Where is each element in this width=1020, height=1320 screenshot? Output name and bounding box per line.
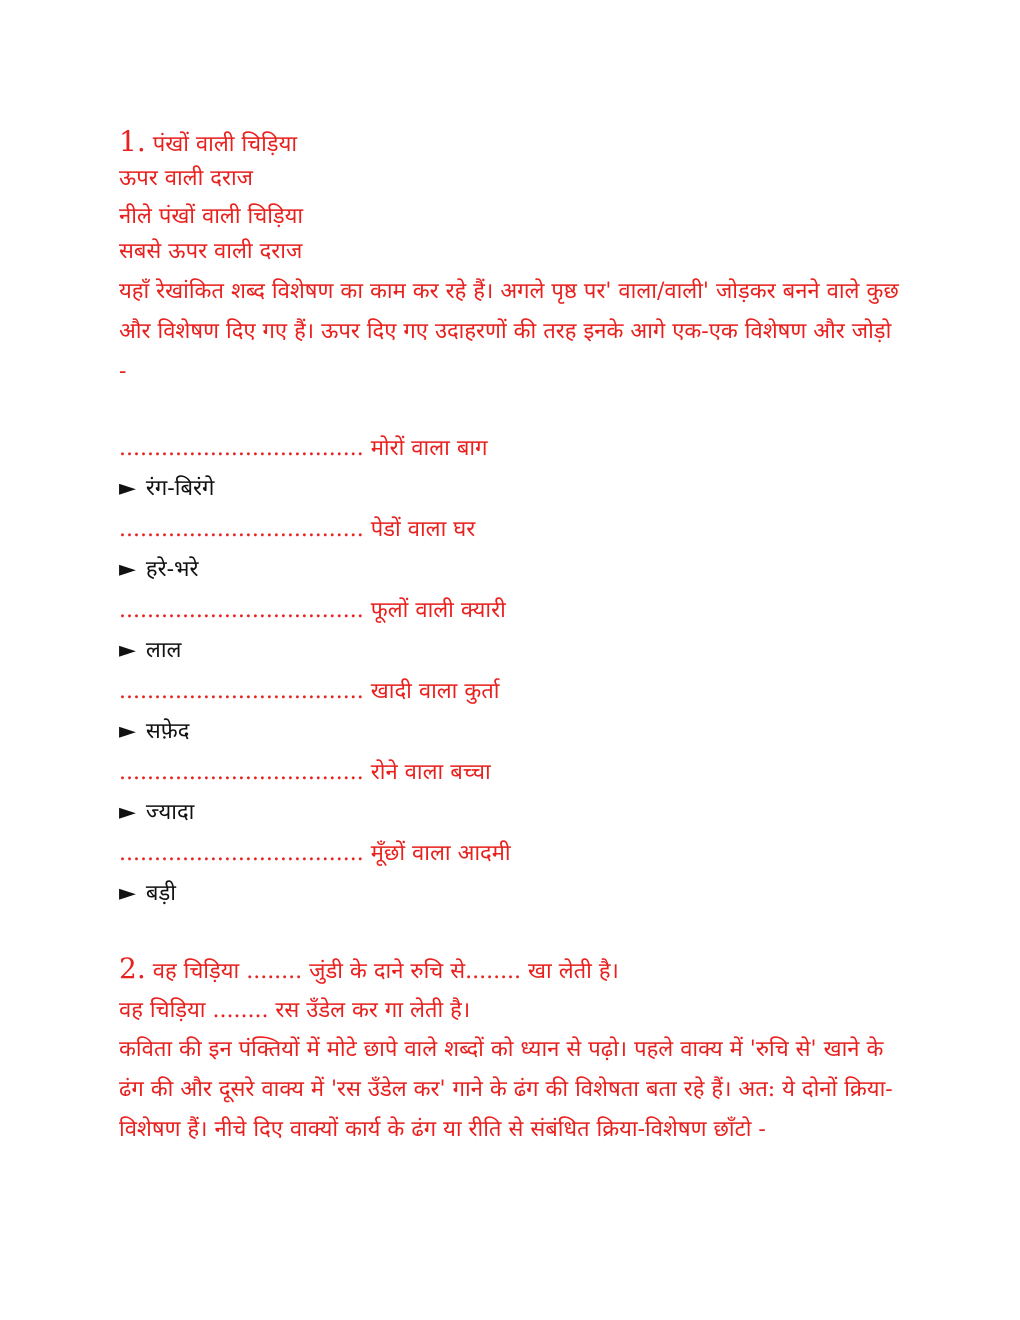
answer: सफ़ेद: [145, 719, 190, 744]
blank-dots: ...................................: [119, 841, 364, 866]
q2-number: 2.: [119, 952, 146, 985]
blank-dots: ...................................: [119, 598, 364, 623]
fill-line: [119, 843, 511, 865]
fill-line: [119, 600, 506, 622]
phrase: फूलों वाली क्यारी: [370, 598, 506, 623]
phrase: रोने वाला बच्चा: [370, 760, 491, 785]
answer: लाल: [145, 638, 182, 663]
arrow-right-icon: ►: [119, 800, 136, 825]
answer: ज्यादा: [145, 800, 195, 825]
arrow-right-icon: ►: [119, 881, 136, 906]
answer-line: [119, 478, 214, 500]
phrase: खादी वाला कुर्ता: [370, 679, 500, 704]
blank-dots: ...................................: [119, 517, 364, 542]
q2-sentence-1: वह चिड़िया ........ जुंडी के दाने रुचि से........ खा लेती है।: [152, 959, 619, 984]
q1-heading: [119, 125, 298, 158]
phrase: पेडों वाला घर: [370, 517, 476, 542]
answer: बड़ी: [145, 881, 176, 906]
fill-line: [119, 438, 488, 460]
answer-line: [119, 559, 199, 581]
q1-example-1: पंखों वाली चिड़िया: [152, 132, 298, 157]
arrow-right-icon: ►: [119, 557, 136, 582]
q1-number: 1.: [119, 125, 146, 158]
answer: हरे-भरे: [145, 557, 199, 582]
answer-line: [119, 721, 189, 743]
phrase: मोरों वाला बाग: [370, 436, 488, 461]
blank-dots: ...................................: [119, 679, 364, 704]
phrase: मूँछों वाला आदमी: [370, 841, 511, 866]
answer: रंग-बिरंगे: [145, 476, 215, 501]
fill-line: [119, 681, 500, 703]
q1-example-4: सबसे ऊपर वाली दराज: [119, 239, 303, 264]
q2-sentence-2: वह चिड़िया ........ रस उँडेल कर गा लेती है।: [119, 998, 471, 1023]
blank-dots: ...................................: [119, 760, 364, 785]
answer-line: [119, 802, 194, 824]
q1-example-3: नीले पंखों वाली चिड़िया: [119, 204, 304, 229]
q2-heading: [119, 952, 619, 985]
q1-instruction: यहाँ रेखांकित शब्द विशेषण का काम कर रहे हैं। अगले पृष्ठ पर' वाला/वाली' जोड़कर बनने वाले कुछ और विशेषण दिए गए हैं। ऊपर दिए गए उदाहरणों की तरह इनके आगे एक-एक विशेषण और जोड़ो -: [119, 279, 899, 384]
answer-line: [119, 883, 176, 905]
blank-dots: ...................................: [119, 436, 364, 461]
arrow-right-icon: ►: [119, 476, 136, 501]
arrow-right-icon: ►: [119, 638, 136, 663]
q2-instruction: कविता की इन पंक्तियों में मोटे छापे वाले शब्दों को ध्यान से पढ़ो। पहले वाक्य में 'रुचि से' खाने के ढंग की और दूसरे वाक्य में 'रस उँडेल कर' गाने के ढंग की विशेषता बता रहे हैं। अत: ये दोनों क्रिया-विशेषण हैं। नीचे दिए वाक्यों कार्य के ढंग या रीति से संबंधित क्रिया-विशेषण छाँटो -: [119, 1037, 893, 1142]
arrow-right-icon: ►: [119, 719, 136, 744]
fill-line: [119, 519, 475, 541]
fill-line: [119, 762, 491, 784]
answer-line: [119, 640, 181, 662]
q1-example-2: ऊपर वाली दराज: [119, 166, 253, 191]
